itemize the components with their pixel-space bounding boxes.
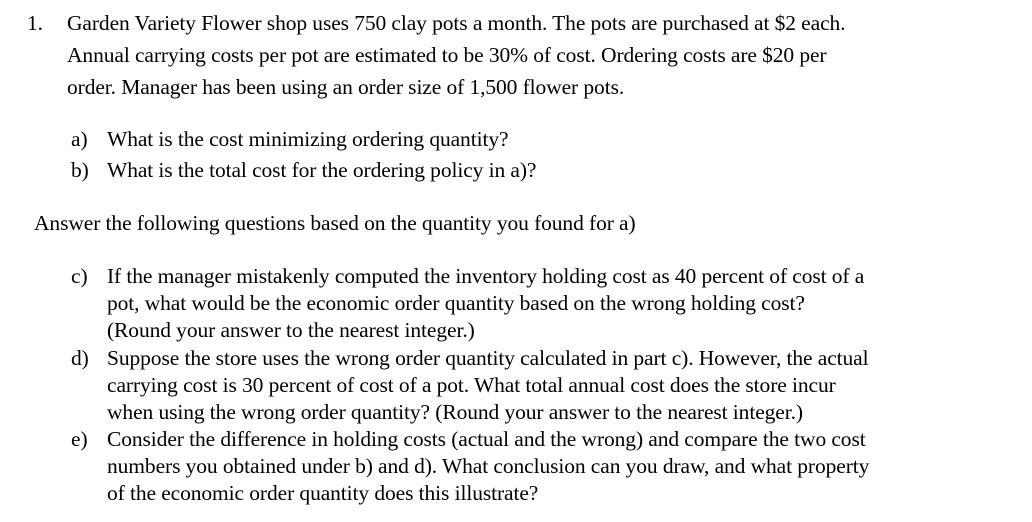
part-c-label: c): [71, 264, 88, 288]
part-d-text: Suppose the store uses the wrong order quantity calculated in part c). However, the actual: [107, 346, 869, 370]
part-d-label: d): [71, 346, 89, 370]
part-d-text: when using the wrong order quantity? (Round your answer to the nearest integer.): [107, 400, 803, 424]
problem-line: Garden Variety Flower shop uses 750 clay pots a month. The pots are purchased at $2 each.: [67, 11, 846, 35]
part-b-text: What is the total cost for the ordering policy in a)?: [107, 158, 537, 182]
part-e-label: e): [71, 427, 88, 451]
part-e-text: of the economic order quantity does this illustrate?: [107, 481, 539, 505]
problem-number: 1.: [27, 11, 43, 35]
part-c-text: (Round your answer to the nearest integer.): [107, 318, 475, 342]
problem-line: Annual carrying costs per pot are estimated to be 30% of cost. Ordering costs are $20 per: [67, 43, 827, 67]
part-c-text: pot, what would be the economic order quantity based on the wrong holding cost?: [107, 291, 805, 315]
part-d-text: carrying cost is 30 percent of cost of a pot. What total annual cost does the store incur: [107, 373, 836, 397]
part-c-text: If the manager mistakenly computed the inventory holding cost as 40 percent of cost of a: [107, 264, 865, 288]
part-a-label: a): [71, 127, 88, 151]
part-a-text: What is the cost minimizing ordering quantity?: [107, 127, 509, 151]
instruction-text: Answer the following questions based on the quantity you found for a): [34, 211, 636, 235]
part-e-text: Consider the difference in holding costs (actual and the wrong) and compare the two cost: [107, 427, 866, 451]
problem-line: order. Manager has been using an order size of 1,500 flower pots.: [67, 75, 625, 99]
part-e-text: numbers you obtained under b) and d). What conclusion can you draw, and what property: [107, 454, 870, 478]
part-b-label: b): [71, 158, 89, 182]
